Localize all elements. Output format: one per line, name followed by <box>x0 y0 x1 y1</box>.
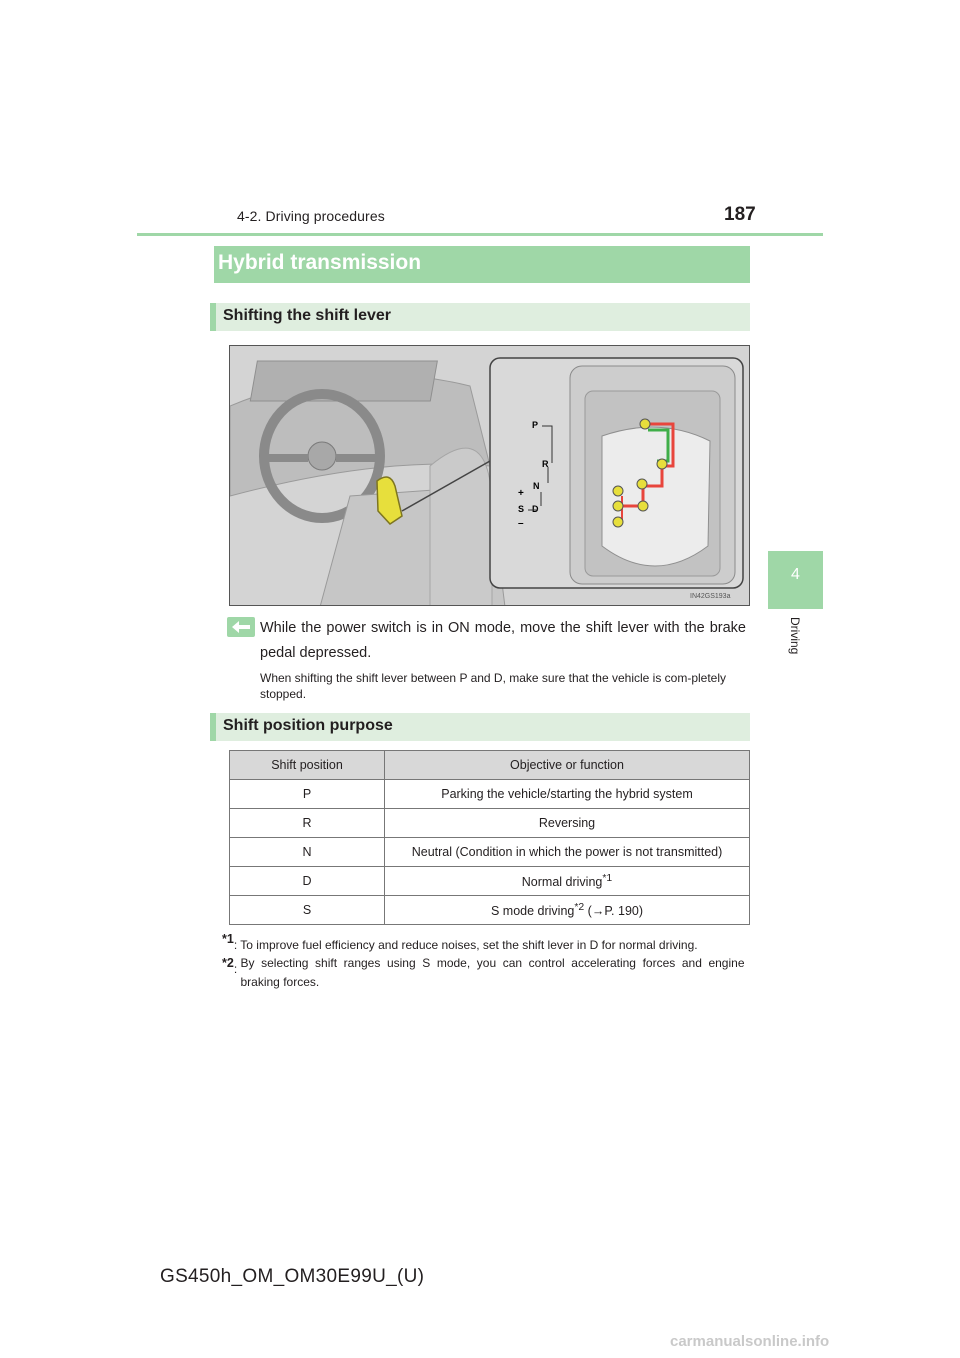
gate-label-n: N <box>533 481 540 491</box>
gate-label-s: S <box>518 504 525 514</box>
cell-function: S mode driving$^{*2}$ (→P. 190) <box>385 896 750 925</box>
gate-label-d: D <box>532 504 539 514</box>
step-instruction: While the power switch is in ON mode, move the shift lever with the brake pedal depressed. <box>260 620 746 661</box>
arrow-left-icon <box>227 617 255 637</box>
footnote-mark: *2 <box>222 956 234 970</box>
gate-label-plus: + <box>518 488 524 499</box>
shift-position-table <box>229 750 750 925</box>
cell-position: S <box>230 896 385 925</box>
page-number: 187 <box>724 204 756 225</box>
cell-function: Parking the vehicle/starting the hybrid system <box>385 780 750 809</box>
table-row <box>230 838 750 867</box>
footnote-mark: *1 <box>222 932 234 946</box>
header-rule <box>137 233 823 236</box>
section-band-purpose <box>210 713 750 741</box>
cabin-drawing <box>230 346 750 606</box>
cell-function: Normal driving$^{*1}$ <box>385 867 750 896</box>
table-row <box>230 780 750 809</box>
section-title-shifting: Shifting the shift lever <box>223 307 392 324</box>
main-title: Hybrid transmission <box>218 251 422 274</box>
chapter-tab-label: Driving <box>788 617 802 655</box>
illustration-code: IN42GS193a <box>690 593 731 600</box>
footnote-ref: *1 <box>602 872 613 884</box>
table-row <box>230 867 750 896</box>
gate-label-p: P <box>532 420 539 430</box>
gate-label-minus: – <box>518 518 524 529</box>
footnote-1: $^{*1}$: To improve fuel efficiency and reduce noises, set the shift lever in D for normal driving. <box>222 932 698 952</box>
footnote-text: By selecting shift ranges using S mode, you can control accelerating forces and engine braking forces. <box>240 956 745 989</box>
step-note: When shifting the shift lever between P and D, make sure that the vehicle is com-pletely stopped. <box>260 671 727 701</box>
shift-lever-illustration <box>229 345 750 606</box>
table-row <box>230 809 750 838</box>
table-header-row <box>230 751 750 780</box>
cell-function: Neutral (Condition in which the power is not transmitted) <box>385 838 750 867</box>
table-header-position: Shift position <box>230 751 385 780</box>
table-header-function: Objective or function <box>385 751 750 780</box>
table-row <box>230 896 750 925</box>
watermark: carmanualsonline.info <box>670 1333 830 1350</box>
section-title-purpose: Shift position purpose <box>223 717 393 734</box>
document-code: GS450h_OM_OM30E99U_(U) <box>160 1266 425 1287</box>
footnote-text: To improve fuel efficiency and reduce noises, set the shift lever in D for normal driving. <box>240 938 698 952</box>
page-reference-link[interactable]: (→P. 190) <box>587 904 644 919</box>
cell-position: R <box>230 809 385 838</box>
section-band-shifting <box>210 303 750 331</box>
cell-function: Reversing <box>385 809 750 838</box>
footnote-2: $^{*2}$: By selecting shift ranges using S mode, you can control accelerating forces and engine braking forces. <box>222 954 749 992</box>
cell-position: P <box>230 780 385 809</box>
cell-position: N <box>230 838 385 867</box>
main-title-band <box>210 246 750 283</box>
footnote-ref: *2 <box>574 901 585 913</box>
gate-label-r: R <box>542 459 549 469</box>
cell-position: D <box>230 867 385 896</box>
running-header-section: 4-2. Driving procedures <box>237 208 385 224</box>
chapter-tab-number: 4 <box>791 566 800 583</box>
